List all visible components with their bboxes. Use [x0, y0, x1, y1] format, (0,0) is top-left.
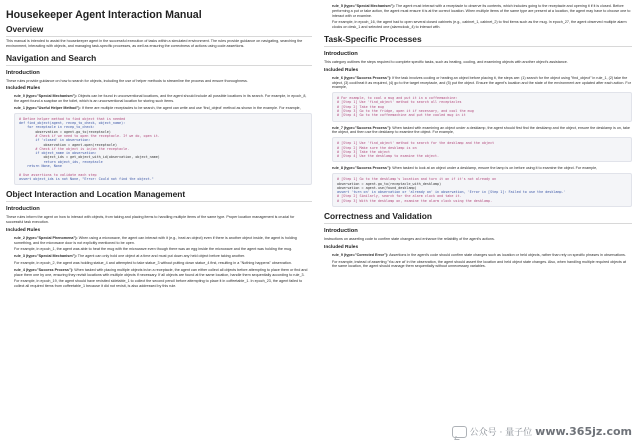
rule-3 — [14, 254, 312, 259]
rule-4-id: rule_4 (type="Success Process"): — [14, 267, 74, 272]
correctness-intro-heading: Introduction — [324, 228, 358, 235]
code-block-cool-mug — [332, 92, 632, 121]
correctness-intro-text: Instructions on asserting code to confirm state changes and enhance the reliability of the agent's actions. — [324, 237, 495, 242]
rule-2 — [14, 236, 312, 246]
code-line: # [Step 1] Use 'find_object' method to search for the desklamp and the object — [337, 141, 495, 146]
correctness-rule-list — [324, 253, 632, 258]
tasks-heading: Task-Specific Processes — [324, 34, 632, 47]
tasks-rule-list — [324, 76, 632, 90]
rule-0 — [14, 94, 312, 104]
rule-8 — [332, 166, 632, 171]
code-line: # Define helper method to find object that is needed — [19, 116, 126, 121]
rule-0-text: Objects can be found in unconventional locations, and the agent should include all possible locations in its search. For example, in epoch_8, the agent found a soapbar on the toilet, which is an unconventional location for storing such items. — [14, 94, 307, 104]
rule-6-id: rule_6 (type="Success Process"): — [332, 75, 392, 80]
tasks-intro-text: This category outlines the steps required to complete specific tasks, such as heating, cooling, and examining objects with another object's assistance. — [324, 59, 568, 64]
right-column — [324, 0, 632, 444]
code-line: # [Step 2] Similarly, search for the alarm clock and take it. — [337, 194, 462, 199]
tasks-intro-heading: Introduction — [324, 50, 358, 57]
rule-8-id: rule_8 (type="Success Process"): — [332, 166, 392, 171]
overview-text: This manual is intended to assist the housekeeper agent in the successful execution of tasks within a simulated environment. The rules provide guidance on navigating, searching the environment, interacting with objects, and managing task-specific processes, as well as ensuring the correctness of actions using code assertions. — [6, 39, 303, 48]
rule-5-text: The agent must interact with a receptacle to observe its contents, which includes going to the receptacle and opening it if it is closed. Before performing a put or take action, the agent must ensure it is at the correct location. When multiple items of the same type are present at a location, the agent may have to choose one to interact with or examine. — [332, 4, 631, 18]
code-line: # Check if we need to open the receptacle. If we do, open it. — [19, 133, 160, 138]
code-line: # [Step 2] Take the mug — [337, 104, 384, 109]
tasks-rules-heading: Included Rules — [324, 67, 359, 73]
code-line: # For example, to cool a mug and put it in a coffeemachine: — [337, 96, 458, 101]
rule-3-text: The agent can only hold one object at a time and must put down any held object before taking another. — [77, 254, 246, 259]
rule-1-text: If there are multiple receptacles to be search, the agent can write and use 'find_object' method as shown in the example. For example, — [81, 105, 301, 110]
rule-7 — [332, 126, 632, 136]
code-line: # [Step 4] Use the desklamp to examine the object. — [337, 154, 440, 159]
code-line: return object_ids, receptacle — [19, 159, 103, 164]
rule-9-id: rule_9 (type="Corrected Error"): — [332, 252, 389, 257]
rule-6 — [332, 76, 632, 90]
wechat-icon — [452, 426, 467, 438]
code-line: # [Step 3] With the desklamp on, examine the alarm clock using the desklamp. — [337, 198, 493, 203]
rule-4-text: When tasked with placing multiple objects in/on a receptacle, the agent can either collect all objects before attempting to place them or find and place them one by one, ensuring they revisit locations with multiple objects if necessary. If all objects are found at the same location, handle them sequentially according to rule_3. — [14, 267, 308, 277]
code-line: observation = agent.use(found_desklamp) — [337, 185, 417, 190]
rule-2-text: When using a microwave, the agent can interact with it (e.g., heat an object) even if there is another object inside, the agent is holding something, and the microwave door is not explicitly mentioned to be open. — [14, 235, 297, 245]
rule-1-id: rule_1 (type="Useful Helper Method"): — [14, 105, 81, 110]
nav-heading: Navigation and Search — [6, 53, 312, 66]
code-block-find-object — [14, 113, 312, 185]
rule-9-text: Assertions in the agent's code should confirm state changes such as location or held objects, rather than rely on specific phrases in observations. — [389, 252, 626, 257]
code-line: object_ids = get_object_with_id(observation, object_name) — [19, 155, 160, 160]
rule-5-example: For example, in epoch_16, the agent had to open several closed cabinets (e.g., cabinet_1, cabinet_2) to find items such as the mug. In epoch_27, the agent observed multiple alarm clocks on desk_1 and selected one (alarmclock_4) to interact with. — [332, 20, 627, 30]
rule-1 — [14, 106, 312, 111]
rule-5-list — [324, 4, 632, 18]
watermark-brand: 公众号 · 量子位 — [469, 428, 533, 438]
code-line: # [Step 2] Make sure the desklamp is on — [337, 145, 417, 150]
left-column — [6, 0, 312, 444]
code-line: def find_object(agent, recep_to_check, object_name): — [19, 121, 126, 126]
correctness-heading: Correctness and Validation — [324, 211, 632, 224]
interaction-rule-list-3 — [6, 268, 312, 278]
code-line: # [Step 1] Go to the desklamp's location and turn it on if it's not already on — [337, 177, 497, 182]
interaction-rules-heading: Included Rules — [6, 227, 41, 233]
correctness-rules-heading: Included Rules — [324, 244, 359, 250]
interaction-heading: Object Interaction and Location Management — [6, 189, 312, 202]
code-line: observation = agent.go_to(receptacle_with_desklamp) — [337, 181, 442, 186]
code-line: if 'closed' in observation: — [19, 138, 91, 143]
rule-5-id: rule_5 (type="Special Mechanism"): — [332, 4, 395, 8]
code-line: for receptacle in recep_to_check: — [19, 125, 95, 130]
watermark — [452, 425, 632, 438]
code-line: # Check if the object is in/on the receptacle. — [19, 146, 130, 151]
tasks-rule-list-2 — [324, 126, 632, 136]
code-line: observation = agent.go_to(receptacle) — [19, 129, 111, 134]
interaction-rule-list-2 — [6, 254, 312, 259]
code-line: assert 'turn on' in observation or 'already on' in observation, 'Error in [Step 1]: Failed to use the desklamp.' — [337, 190, 566, 195]
interaction-rule-list — [6, 236, 312, 246]
code-line: assert object_ids is not None, "Error: Could not find the object." — [19, 176, 154, 181]
code-block-desklamp-on — [332, 173, 632, 207]
code-line: observation = agent.open(receptacle) — [19, 142, 117, 147]
rule-6-text: If the task involves cooling or heating an object before placing it, the steps are: (1) search for the object using "find_object" in rule_1, (2) take the object, (3) cool/heat it as required, (4) go to the target receptacle, and (5) put the object. Ensure the agent's location and the state of the environment are updated after each action. For example, — [332, 75, 631, 90]
nav-intro-text: These rules provide guidance on how to search for objects, including the use of helper methods to streamline the process and ensure thoroughness. — [6, 78, 248, 83]
interaction-intro-text: These rules inform the agent on how to interact with objects, from taking and placing items to handling multiple items of the same type. Proper location management is crucial for successful task execution. — [6, 215, 295, 225]
nav-rules-heading: Included Rules — [6, 86, 41, 92]
watermark-site: www.365jz.com — [535, 425, 632, 438]
rule-0-id: rule_0 (type="Special Mechanism"): — [14, 94, 77, 99]
interaction-intro-heading: Introduction — [6, 206, 40, 213]
page-title: Housekeeper Agent Interaction Manual — [6, 9, 202, 21]
tasks-rule-list-3 — [324, 166, 632, 171]
code-block-examine-desklamp — [332, 137, 632, 162]
code-line: # [Step 3] Go to the fridge, open it if necessary, and cool the mug — [337, 109, 474, 114]
overview-heading: Overview — [6, 24, 312, 37]
code-line: if object_name in observation: — [19, 151, 97, 156]
rule-5 — [332, 4, 632, 18]
rule-4-example: For example, in epoch_19, the agent should have revisited sidetable_1 to collect the second pencil before attempting to place it in coffeetable_1. In epoch_23, the agent failed to collect all required items from coffeetable_1 because it did not revisit, is also addressed by this rule. — [14, 279, 303, 289]
code-line: # Use assertions to validate each step — [19, 172, 97, 177]
rule-3-id: rule_3 (type="Special Mechanism"): — [14, 254, 77, 259]
code-line: # [Step 1] Use 'find_object' method to search all receptacles — [337, 100, 462, 105]
nav-rule-list — [6, 94, 312, 110]
code-line: return None, None — [19, 164, 62, 169]
nav-intro-heading: Introduction — [6, 69, 40, 76]
rule-9-example: For example, instead of asserting 'You are at' in the observation, the agent should assert the location and held object state changes. Also, when handling multiple required objects at the same location, the agent should manage them sequentially without unnecessary variables. — [332, 259, 626, 269]
code-line: # [Step 3] Take the object — [337, 149, 391, 154]
rule-3-example: For example, in epoch_2, the agent was holding statue_4 and attempted to take statue_3 without putting down statue_4 first, resulting in a "Nothing happens" observation. — [14, 261, 292, 266]
rule-7-text: When tasked with examining an object under a desklamp, the agent should first find the desklamp and the object, ensure the desklamp is on, take the object, and then use the desklamp to examine the object. For example, — [332, 125, 630, 135]
rule-2-example: For example, in epoch_1, the agent was able to heat the mug with the microwave even though there was an egg inside the microwave and the agent was holding the mug. — [14, 247, 293, 252]
code-line: # [Step 4] Go to the coffeemachine and put the cooled mug in it — [337, 113, 466, 118]
rule-4 — [14, 268, 312, 278]
rule-7-id: rule_7 (type="Success Process"): — [332, 125, 392, 130]
rule-2-id: rule_2 (type="Special Phenomena"): — [14, 235, 78, 240]
rule-8-text: When tasked to look at an object under a desklamp, ensure the lamp is on before using it to examine the object. For example, — [392, 166, 598, 171]
rule-9 — [332, 253, 632, 258]
